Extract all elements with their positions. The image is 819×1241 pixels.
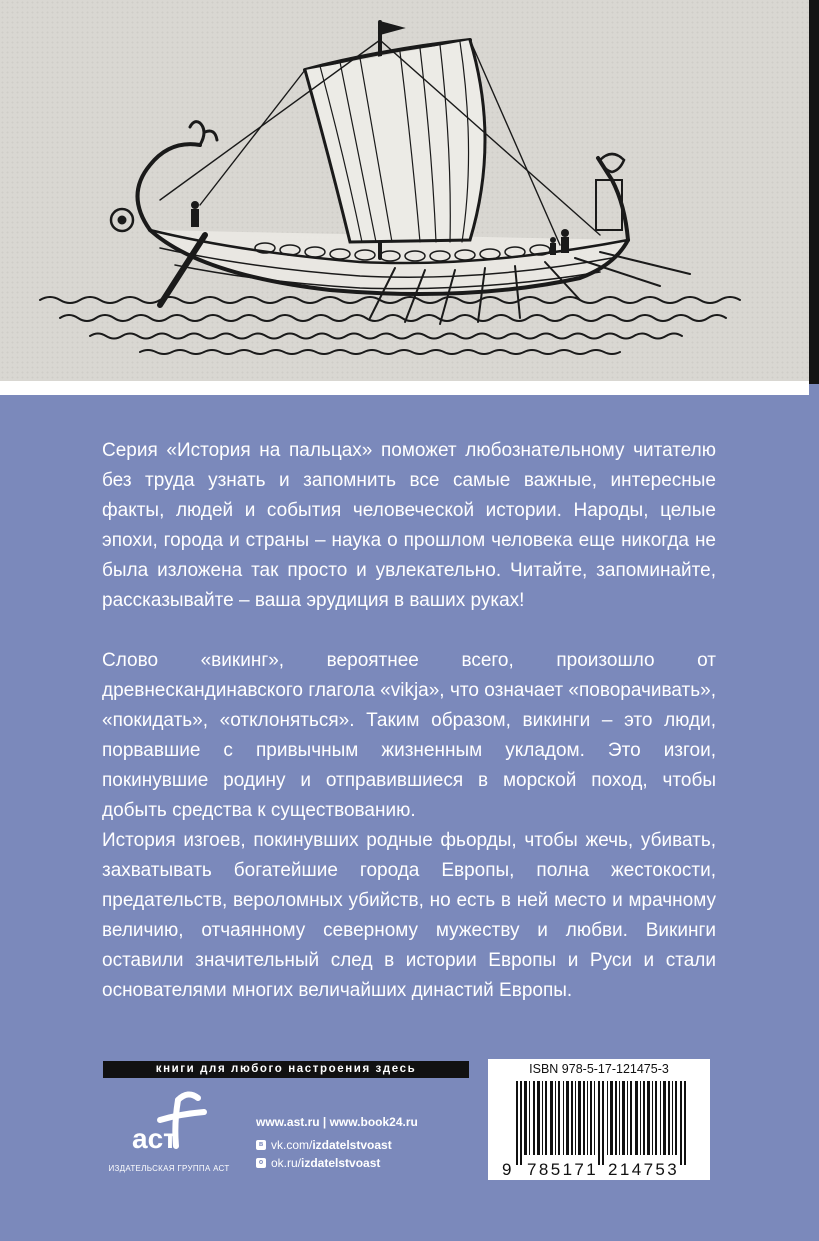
blurb-paragraph-history: История изгоев, покинувших родные фьорды, чтобы жечь, убивать, захватывать богатейшие города Европы, полна жестокости, предательств, вероломных убийств, но есть в ней место и мрачному величию, отчаянному северному мужеству и любви. Викинги оставили значительный след в истории Европы и Руси и стали основателями многих величайших династий Европы. — [102, 830, 716, 1001]
illustration-viking-ship — [0, 0, 809, 381]
website-links[interactable]: www.ast.ru | www.book24.ru — [256, 1115, 418, 1129]
viking-ship-icon — [0, 0, 809, 381]
barcode-icon — [502, 1081, 698, 1177]
edge-shadow — [809, 0, 819, 384]
blurb-paragraph-series: Серия «История на пальцах» поможет любознательному читателю без труда узнать и запомнить все самые важные, интересные факты, людей и события человеческой истории. Народы, целые эпохи, города и страны – наука о прошлом человека еще никогда не была изложена так просто и увлекательно. Читайте, запоминайте, рассказывайте – ваша эрудиция в ваших руках! — [102, 440, 716, 611]
isbn-label: ISBN 978-5-17-121475-3 — [529, 1062, 669, 1076]
divider-strip — [0, 381, 809, 395]
publisher-name: ИЗДАТЕЛЬСКАЯ ГРУППА АСТ — [108, 1164, 230, 1173]
ok-handle: izdatelstvoast — [301, 1156, 381, 1170]
ok-prefix: ok.ru/ — [271, 1156, 302, 1170]
publisher-links — [256, 1114, 418, 1170]
vk-prefix: vk.com/ — [271, 1138, 313, 1152]
isbn-barcode-box — [488, 1059, 710, 1180]
vk-handle: izdatelstvoast — [312, 1138, 392, 1152]
blurb-text — [102, 436, 716, 1006]
barcode-digits-right: 214753 — [608, 1160, 680, 1177]
social-link-ok[interactable] — [256, 1156, 418, 1170]
tagline-banner: книги для любого настроения здесь — [103, 1061, 469, 1078]
ast-logo-icon — [118, 1090, 238, 1162]
logo-text: аст — [132, 1123, 177, 1154]
vk-icon: в — [256, 1140, 266, 1150]
barcode-digit-first: 9 — [502, 1160, 512, 1177]
social-link-vk[interactable] — [256, 1138, 418, 1152]
publisher-logo — [118, 1090, 238, 1162]
barcode-digits-left: 785171 — [527, 1160, 599, 1177]
ok-icon: о — [256, 1158, 266, 1168]
blurb-paragraph-etymology: Слово «викинг», вероятнее всего, произошло от древнескандинавского глагола «vikja», что означает «поворачивать», «покидать», «отклоняться». Таким образом, викинги – это люди, порвавшие с привычным жизненным укладом. Это изгои, покинувшие родину и отправившиеся в морской поход, чтобы добыть средства к существованию. — [102, 650, 716, 821]
